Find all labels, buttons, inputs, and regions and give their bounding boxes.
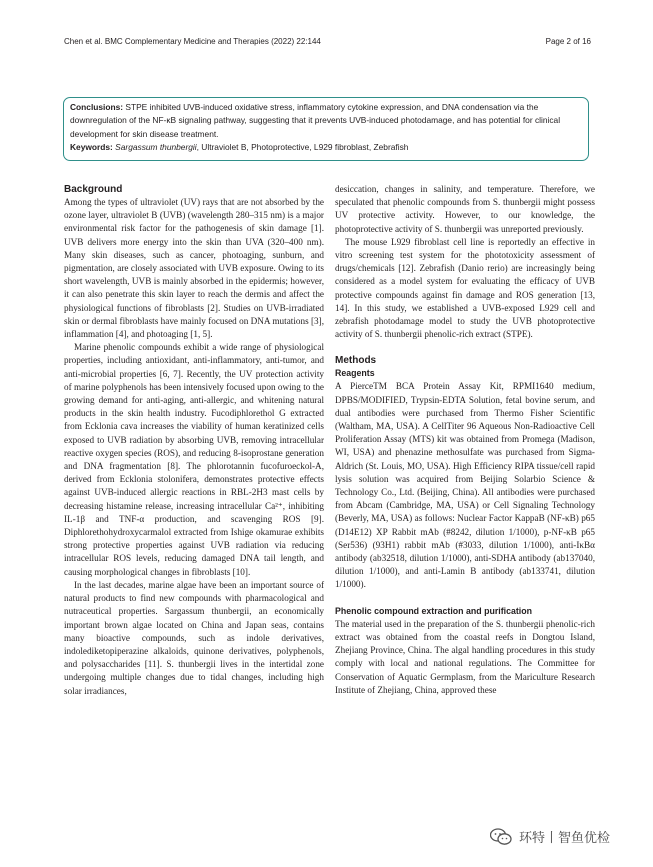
keywords-label: Keywords: bbox=[70, 141, 113, 152]
spacer bbox=[335, 592, 595, 605]
background-heading: Background bbox=[64, 184, 123, 195]
background-paragraph-5: The mouse L929 fibroblast cell line is reportedly an effective in vitro screening test system for the phototoxicity assessment of drugs/chemicals [12]. Zebrafish (Danio rerio) are increasingly being considered as a model system for evaluating the efficacy of UVB protective compounds against fin damage and ROS generation [13, 14]. In this study, we established a UVB-exposed L929 cell and zebrafish photodamage model to study the UVB photoprotective activity of S. thunbergii phenolic-rich extract (STPE). bbox=[335, 236, 595, 340]
phenolic-heading: Phenolic compound extraction and purification bbox=[335, 605, 532, 616]
running-header: Chen et al. BMC Complementary Medicine and Therapies (2022) 22:144 bbox=[64, 37, 321, 46]
watermark-text: 环特丨智鱼优检 bbox=[519, 831, 611, 846]
reagents-paragraph: A PierceTM BCA Protein Assay Kit, RPMI1640 medium, DPBS/MODIFIED, Trypsin-EDTA Solution, fetal bovine serum, and dual antibodies were purchased from Thermo Fisher Scientific (Waltham, MA, USA). A CellTiter 96 Aqueous Non-Radioactive Cell Proliferation Assay (MTS) kit was obtained from Promega (Madison, WI, USA) and phenazine methosulfate was purchased from Sigma-Aldrich (St. Louis, MO, USA). High Efficiency RIPA tissue/cell rapid lysis solution was acquired from Beijing Solarbio Science & Technology Co., Ltd. (Beijing, China). All antibodies were purchased from Abcam (Cambridge, MA, USA) or Cell Signaling Technology (Beverly, MA, USA) as follows: Nuclear Factor KappaB (NF-κB) p65 (D14E12) XP Rabbit mAb (#8242, dilution 1/1000), p-NF-κB p65 (Ser536) (93H1) rabbit mAb (#3033, dilution 1/1000), anti-IκBα antibody (ab32518, dilution 1/1000), anti-SDHA antibody (ab137040, dilution 1/1000), and anti-Lamin B antibody (ab133741, dilution 1/1000). bbox=[335, 381, 595, 590]
phenolic-paragraph: The material used in the preparation of the S. thunbergii phenolic-rich extract was obtained from the coastal reefs in Dongtou Island, Zhejiang Province, China. The algal handling procedures in this study comply with local and national regulations. The Committee for Conservation of Aquatic Germplasm, from the Mariculture Research Institute of Zhejiang, China, approved these bbox=[335, 618, 595, 695]
background-paragraph-1: Among the types of ultraviolet (UV) rays that are not absorbed by the ozone layer, ultraviolet B (UVB) (wavelength 280–315 nm) is a major environmental risk factor for the pathogenesis of skin damage [1]. UVB delivers more energy into the skin than UVA (320–400 nm). Many skin diseases, such as cancer, photoaging, sunburn, and pigmentation, are closely associated with UVB exposure. Owing to its short wavelength, UVB is mainly absorbed in the epidermis; however, it can also penetrate this skin layer to reach the dermis and affect the physiological functions of fibroblasts [2]. Studies on UVB-irradiated skin or dermal fibroblasts have mainly focused on DNA mutations [3], inflammation [4], and photoaging [1, 5]. bbox=[64, 197, 324, 340]
spacer bbox=[335, 341, 595, 354]
conclusions-paragraph bbox=[70, 101, 582, 141]
page-number: Page 2 of 16 bbox=[545, 37, 591, 46]
background-paragraph-3: In the last decades, marine algae have been an important source of natural products to find new compounds with pharmacological and nutraceutical properties. Sargassum thunbergii, an economically important brown algae located on China and Japan seas, contains many bioactive compounds, such as indole derivatives, indolediketopiperazine alkaloids, quinone derivatives, polyphenols, and polysaccharides [11]. S. thunbergii lives in the intertidal zone undergoing multiple changes due to tidal changes, including high solar irradiances, bbox=[64, 579, 324, 696]
wechat-icon bbox=[490, 828, 512, 846]
left-column bbox=[64, 183, 324, 698]
keywords-species: Sargassum thunbergii bbox=[115, 141, 197, 152]
right-column bbox=[335, 183, 595, 697]
reagents-heading: Reagents bbox=[335, 368, 375, 379]
watermark bbox=[490, 827, 610, 846]
conclusions-box bbox=[63, 97, 589, 161]
conclusions-label: Conclusions: bbox=[70, 102, 124, 112]
background-paragraph-4: desiccation, changes in salinity, and temperature. Therefore, we speculated that phenolic compounds from S. thunbergii might possess UV protective activity. However, to our knowledge, the photoprotective activity of S. thunbergii was unreported previously. bbox=[335, 184, 595, 234]
conclusions-text: STPE inhibited UVB-induced oxidative stress, inflammatory cytokine expression, and DNA condensation via the downregulation of the NF-κB signaling pathway, suggesting that it prevents UVB-induced photodamage, and has potential for clinical development for skin disease treatment. bbox=[70, 102, 561, 139]
methods-heading: Methods bbox=[335, 355, 377, 367]
keywords-list: , Ultraviolet B, Photoprotective, L929 fibroblast, Zebrafish bbox=[196, 141, 409, 152]
keywords-paragraph bbox=[70, 141, 582, 154]
background-paragraph-2: Marine phenolic compounds exhibit a wide range of physiological properties, including antioxidant, anti-inflammatory, anti-tumor, and anti-microbial properties [6, 7]. Recently, the UV protection activity of marine polyphenols has been intensively focused upon owing to the growing demand for anti-aging, anti-allergic, and whitening natural products in the skin health industry. Fucodiphlorethol G extracted from Ecklonia cava increases the viability of human keratinized cells exposed to UVB radiation by absorbing UVB, removing intracellular reactive oxygen species (ROS), and reducing 8-isoprostane generation and DNA fragmentation [8]. The phlorotannin fucofuroeckol-A, derived from Ecklonia stolonifera, demonstrates protective effects against UVB-induced allergic reactions in RBL-2H3 mast cells by decreasing histamine release, increasing intracellular Ca²⁺, inhibiting IL-1β and TNF-α production, and scavenging ROS [9]. Diphlorethohydroxycarmalol extracted from Ishige okamurae exhibits strong protective properties against UVB radiation via reducing intracellular ROS levels, reducing damaged DNA tail length, and causing morphological changes in fibroblasts [10]. bbox=[64, 342, 324, 577]
